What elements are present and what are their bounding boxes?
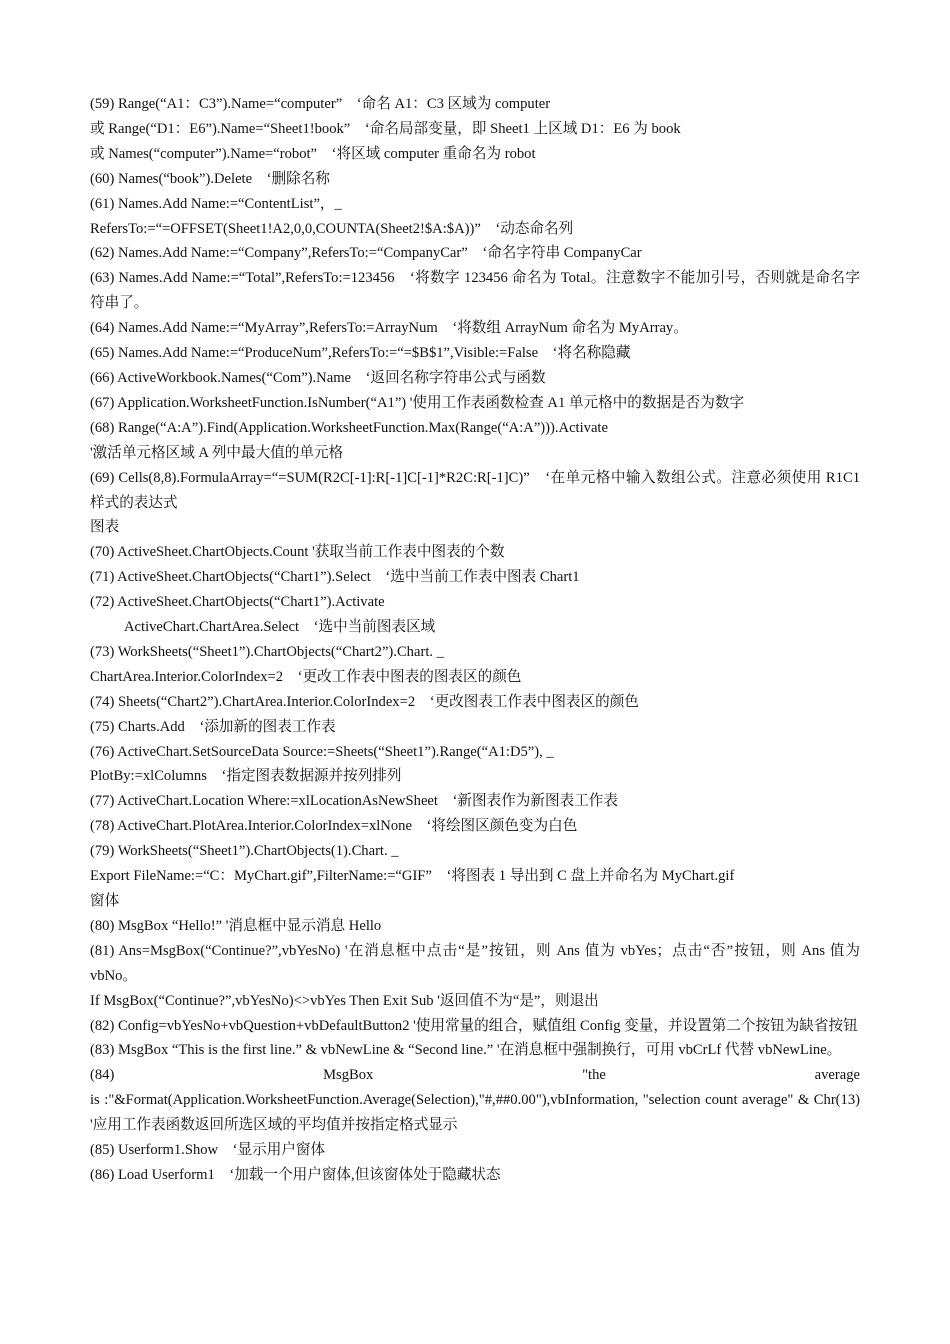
text-line: (78) ActiveChart.PlotArea.Interior.ColorIndex=xlNone ‘将绘图区颜色变为白色	[90, 818, 578, 835]
text-line: (80) MsgBox “Hello!” '消息框中显示消息 Hello	[90, 917, 382, 934]
text-line: 或 Range(“D1：E6”).Name=“Sheet1!book” ‘命名局部变量，即 Sheet1 上区域 D1：E6 为 book	[90, 120, 681, 137]
text-paragraph: is :"&Format(Application.WorksheetFunction.Average(Selection),"#,##0.00"),vbInformation, "selection count average" & Chr(13) '应用工作表函数返回所选区域的平均值并按指定格式显示	[90, 1092, 860, 1134]
text-line: (62) Names.Add Name:=“Company”,RefersTo:=“CompanyCar” ‘命名字符串 CompanyCar	[90, 245, 642, 262]
text-line: (59) Range(“A1：C3”).Name=“computer” ‘命名 A1：C3 区域为 computer	[90, 96, 551, 112]
text-line: (85) Userform1.Show ‘显示用户窗体	[90, 1142, 326, 1159]
text-line: (76) ActiveChart.SetSourceData Source:=Sheets(“Sheet1”).Range(“A1:D5”), _	[90, 743, 554, 760]
text-line: RefersTo:=“=OFFSET(Sheet1!A2,0,0,COUNTA(Sheet2!$A:$A))” ‘动态命名列	[90, 220, 574, 237]
text-line: (75) Charts.Add ‘添加新的图表工作表	[90, 718, 336, 735]
text-paragraph: (82) Config=vbYesNo+vbQuestion+vbDefaultButton2 '使用常量的组合，赋值组 Config 变量，并设置第二个按钮为缺省按钮	[90, 1017, 858, 1034]
text-fragment: MsgBox	[323, 1067, 374, 1084]
text-line: PlotBy:=xlColumns ‘指定图表数据源并按列排列	[90, 768, 402, 785]
text-line: (72) ActiveSheet.ChartObjects(“Chart1”).Activate	[90, 594, 385, 611]
text-line: If MsgBox(“Continue?”,vbYesNo)<>vbYes Then Exit Sub '返回值不为“是”，则退出	[90, 992, 599, 1009]
text-line: (70) ActiveSheet.ChartObjects.Count '获取当前工作表中图表的个数	[90, 544, 505, 561]
section-heading: 图表	[90, 519, 120, 536]
text-paragraph: (83) MsgBox “This is the first line.” & vbNewLine & “Second line.” '在消息框中强制换行，可用 vbCrLf 代替 vbNewLine。	[90, 1042, 842, 1059]
text-line: (68) Range(“A:A”).Find(Application.WorksheetFunction.Max(Range(“A:A”))).Activate	[90, 419, 608, 436]
text-fragment: "the	[582, 1067, 606, 1084]
text-line-justified	[90, 1063, 860, 1088]
text-line: (67) Application.WorksheetFunction.IsNumber(“A1”) '使用工作表函数检查 A1 单元格中的数据是否为数字	[90, 394, 745, 411]
text-paragraph: (81) Ans=MsgBox(“Continue?”,vbYesNo) '在消息框中点击“是”按钮，则 Ans 值为 vbYes；点击“否”按钮，则 Ans 值为 vbNo。	[90, 942, 860, 984]
text-line: (66) ActiveWorkbook.Names(“Com”).Name ‘返回名称字符串公式与函数	[90, 369, 546, 386]
text-line: Export FileName:=“C：MyChart.gif”,FilterName:=“GIF” ‘将图表 1 导出到 C 盘上并命名为 MyChart.gif	[90, 868, 735, 885]
text-line: (61) Names.Add Name:=“ContentList”，_	[90, 195, 342, 212]
text-line: (74) Sheets(“Chart2”).ChartArea.Interior.ColorIndex=2 ‘更改图表工作表中图表区的颜色	[90, 693, 639, 710]
text-line: (77) ActiveChart.Location Where:=xlLocationAsNewSheet ‘新图表作为新图表工作表	[90, 793, 618, 810]
text-line: (73) WorkSheets(“Sheet1”).ChartObjects(“Chart2”).Chart. _	[90, 643, 444, 660]
text-line: '激活单元格区域 A 列中最大值的单元格	[90, 444, 344, 461]
text-line: (86) Load Userform1 ‘加载一个用户窗体,但该窗体处于隐藏状态	[90, 1166, 501, 1183]
text-line: (71) ActiveSheet.ChartObjects(“Chart1”).Select ‘选中当前工作表中图表 Chart1	[90, 569, 580, 586]
text-line: (60) Names(“book”).Delete ‘删除名称	[90, 170, 330, 187]
text-line: (64) Names.Add Name:=“MyArray”,RefersTo:=ArrayNum ‘将数组 ArrayNum 命名为 MyArray。	[90, 320, 688, 337]
text-line: (79) WorkSheets(“Sheet1”).ChartObjects(1).Chart. _	[90, 843, 399, 860]
text-paragraph: (69) Cells(8,8).FormulaArray=“=SUM(R2C[-1]:R[-1]C[-1]*R2C:R[-1]C)” ‘在单元格中输入数组公式。注意必须使用 R1C1 样式的表达式	[90, 469, 860, 511]
text-fragment: (84)	[90, 1067, 115, 1084]
text-line: ChartArea.Interior.ColorIndex=2 ‘更改工作表中图表的图表区的颜色	[90, 668, 522, 685]
text-paragraph: (63) Names.Add Name:=“Total”,RefersTo:=123456 ‘将数字 123456 命名为 Total。注意数字不能加引号，否则就是命名字符串了。	[90, 270, 860, 312]
section-heading: 窗体	[90, 893, 120, 909]
text-line: (65) Names.Add Name:=“ProduceNum”,RefersTo:=“=$B$1”,Visible:=False ‘将名称隐藏	[90, 345, 631, 362]
text-line: ActiveChart.ChartArea.Select ‘选中当前图表区域	[124, 619, 436, 636]
text-fragment: average	[814, 1067, 860, 1084]
text-line: 或 Names(“computer”).Name=“robot” ‘将区域 computer 重命名为 robot	[90, 145, 536, 162]
document-page	[90, 92, 860, 1188]
